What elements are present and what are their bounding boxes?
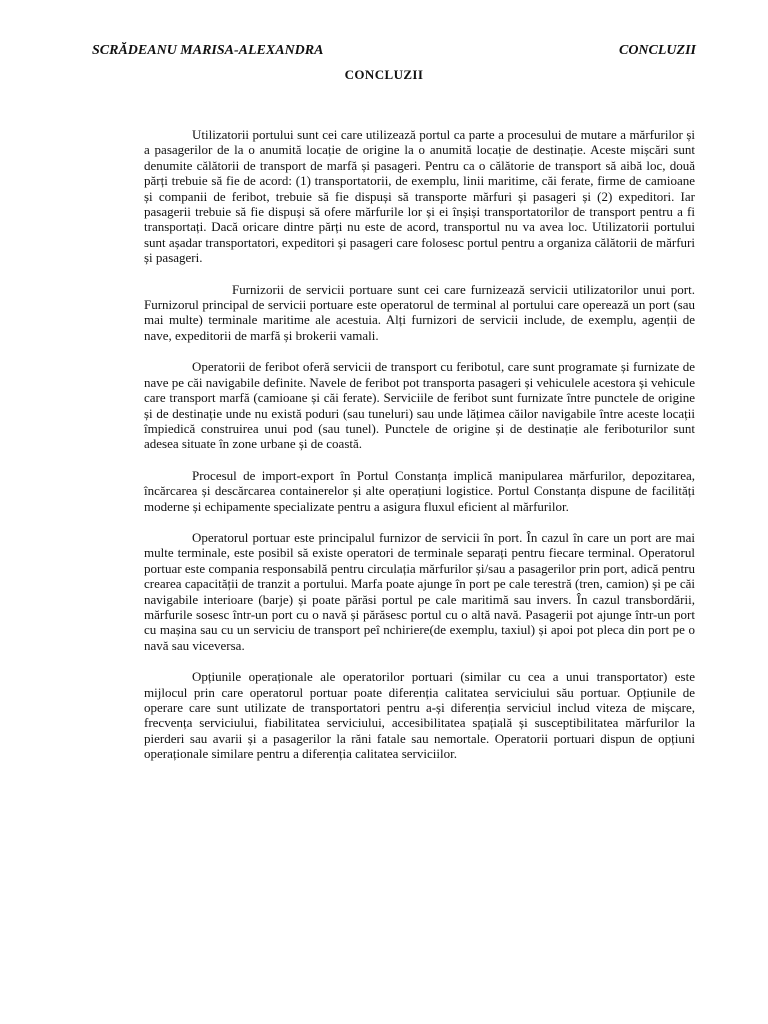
paragraph-operational-options: Opțiunile operaționale ale operatorilor portuari (similar cu cea a unui transportator) este mijlocul prin care operatorul portuar poate diferenția calitatea serviciului său portuar. Opțiunile de operare care sunt utilizate de transportatori pentru a-și diferenția serviciul includ viteza de mișcare, frecvența serviciului, fiabilitatea serviciului, accesibilitatea spațială și susceptibilitatea mărfurilor la pierderi sau avarii și a pasagerilor la răni fatale sau nemortale. Operatorii portuari dispun de opțiuni operaționale similare pentru a diferenția calitatea serviciilor. xyxy=(144,669,695,762)
paragraph-ferry-operators: Operatorii de feribot oferă servicii de transport cu feribotul, care sunt programate și furnizate de nave pe căi navigabile definite. Navele de feribot pot transporta pasageri și vehiculele acestora și vehicule care transport marfă (camioane și căi ferate). Serviciile de feribot sunt furnizate între punctele de origine și de destinație unde nu există poduri (sau tuneluri) sau unde lățimea căilor navigabile între aceste locații împiedică construirea unui pod (sau tunel). Punctele de origine și de destinație ale feriboturilor sunt adesea situate în zone urbane și de coastă. xyxy=(144,359,695,452)
header-section: CONCLUZII xyxy=(618,43,696,58)
paragraph-port-users: Utilizatorii portului sunt cei care utilizează portul ca parte a procesului de mutare a mărfurilor și a pasagerilor de la o anumită locație de origine la o anumită locație de destinație. Aceste mișcări sunt denumite călătorii de transport de marfă și pasageri. Pentru ca o călătorie de transport să aibă loc, două părți trebuie să fie de acord: (1) transportatorii, de exemplu, linii maritime, căi ferate, firme de camioane și companii de feribot, trebuie să fie dispuși să transporte mărfuri și pasageri și (2) expeditori. Iar pasagerii trebuie să fie dispuși să ofere mărfurile lor și ei înșiși transportatorilor de transport pentru a fi transportați. Dacă oricare dintre părți nu este de acord, transportul nu va avea loc. Utilizatorii portului sunt așadar transportatori, expeditori și pasageri care folosesc portul pentru a organiza călătorii de mărfuri și pasageri. xyxy=(144,127,695,266)
running-header xyxy=(92,41,696,61)
body-text xyxy=(144,127,695,778)
header-author: SCRĂDEANU MARISA-ALEXANDRA xyxy=(92,43,324,58)
page-title: CONCLUZII xyxy=(344,67,424,82)
paragraph-service-providers: Furnizorii de servicii portuare sunt cei care furnizează servicii utilizatorilor unui port. Furnizorul principal de servicii portuare este operatorul de terminal al portului care operează un port (sau mai multe) terminale maritime ale acestuia. Alți furnizori de servicii include, de exemplu, agenții de nave, expeditorii de marfă și brokerii vamali. xyxy=(144,281,695,343)
paragraph-import-export: Procesul de import-export în Portul Constanța implică manipularea mărfurilor, depozitarea, încărcarea și descărcarea containerelor și alte operațiuni logistice. Portul Constanța dispune de facilități moderne și echipamente specializate pentru a asigura fluxul eficient al mărfurilor. xyxy=(144,467,695,514)
paragraph-port-operator: Operatorul portuar este principalul furnizor de servicii în port. În cazul în care un port are mai multe terminale, este posibil să existe operatori de terminale separați pentru fiecare terminal. Operatorul portuar este compania responsabilă pentru circulația mărfurilor și/sau a pasagerilor prin port, adică pentru crearea capacității de tranzit a portului. Marfa poate ajunge în port pe cale terestră (tren, camion) și pe căi navigabile interioare (barje) și poate părăsi portul pe cale maritimă sau invers. În cazul transbordării, mărfurile sosesc într-un port cu o navă și părăsesc portul cu o altă navă. Pasagerii pot ajunge într-un port cu mașina sau cu un serviciu de transport peî nchiriere(de exemplu, taxiul) și apoi pot pleca din port pe o navă sau viceversa. xyxy=(144,529,695,653)
